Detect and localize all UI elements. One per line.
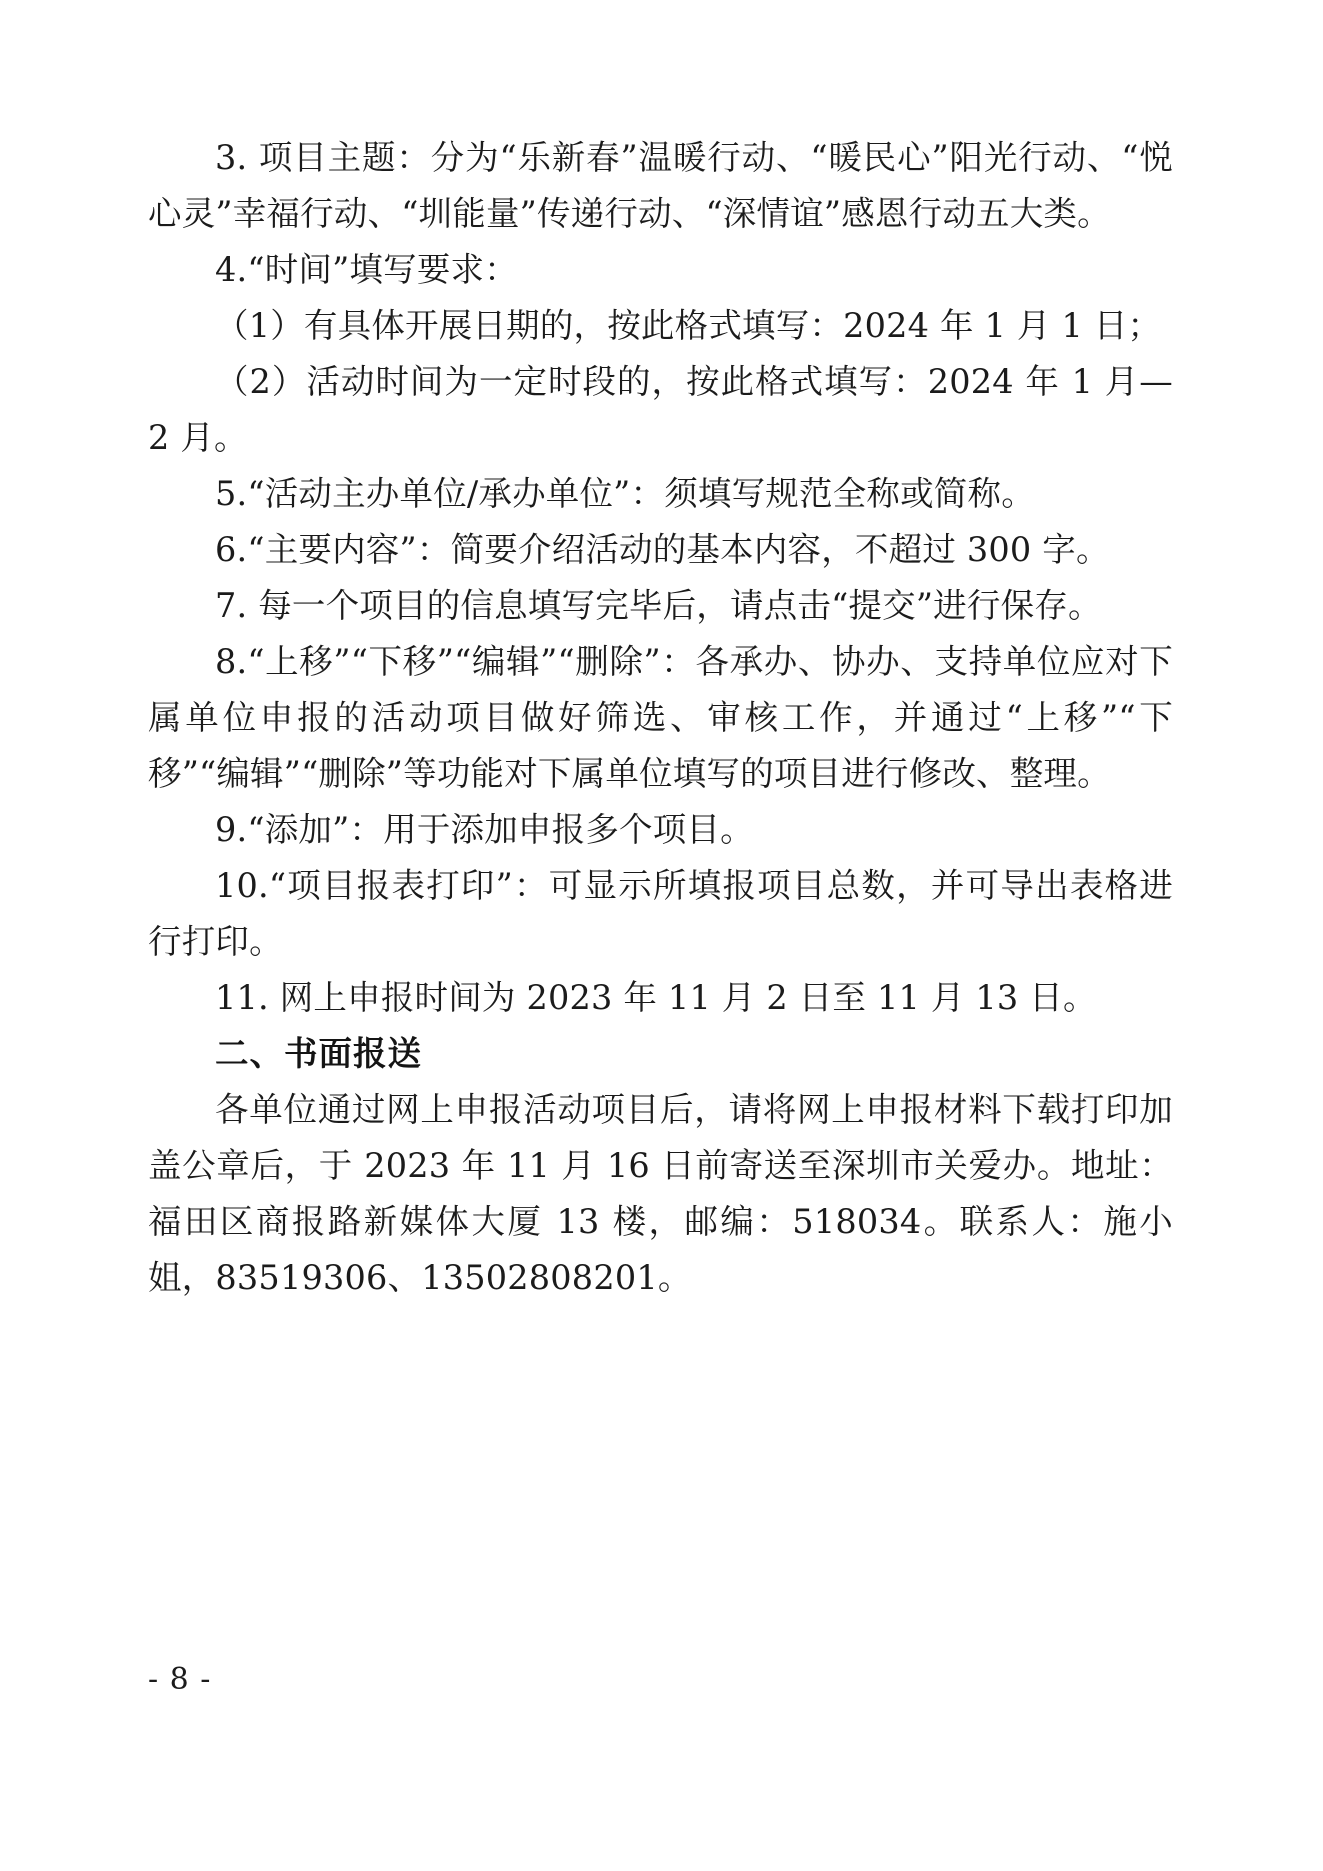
paragraph-item-3: 3. 项目主题：分为“乐新春”温暖行动、“暖民心”阳光行动、“悦心灵”幸福行动、“圳能量”传递行动、“深情谊”感恩行动五大类。 (148, 138, 1173, 233)
paragraph-item-10: 10.“项目报表打印”：可显示所填报项目总数，并可导出表格进行打印。 (148, 866, 1173, 961)
paragraph-closing-1: 各单位通过网上申报活动项目后，请将网上申报材料下载打印加盖公章后，于 2023 年 11 月 16 日前寄送至深圳市关爱办。地址：福田区商报路新媒体大厦 13 楼，邮编：518034。联系人：施小姐，83519306、13502808201。 (148, 1090, 1173, 1297)
paragraph-item-9: 9.“添加”：用于添加申报多个项目。 (215, 810, 754, 849)
section-heading-written-submission: 二、书面报送 (215, 1034, 422, 1073)
paragraph-item-4: 4.“时间”填写要求： (215, 250, 518, 289)
paragraph-item-8: 8.“上移”“下移”“编辑”“删除”：各承办、协办、支持单位应对下属单位申报的活动项目做好筛选、审核工作，并通过“上移”“下移”“编辑”“删除”等功能对下属单位填写的项目进行修改、整理。 (148, 642, 1173, 793)
paragraph-item-7: 7. 每一个项目的信息填写完毕后，请点击“提交”进行保存。 (215, 586, 1102, 625)
paragraph-item-11: 11. 网上申报时间为 2023 年 11 月 2 日至 11 月 13 日。 (215, 978, 1097, 1017)
paragraph-item-6: 6.“主要内容”：简要介绍活动的基本内容，不超过 300 字。 (215, 530, 1110, 569)
page-number: - 8 - (148, 1662, 212, 1697)
paragraph-item-4-1: （1）有具体开展日期的，按此格式填写：2024 年 1 月 1 日； (215, 306, 1162, 345)
paragraph-item-4-2: （2）活动时间为一定时段的，按此格式填写：2024 年 1 月—2 月。 (148, 362, 1173, 457)
paragraph-item-5: 5.“活动主办单位/承办单位”：须填写规范全称或简称。 (215, 474, 1035, 513)
document-body (148, 130, 1173, 1306)
